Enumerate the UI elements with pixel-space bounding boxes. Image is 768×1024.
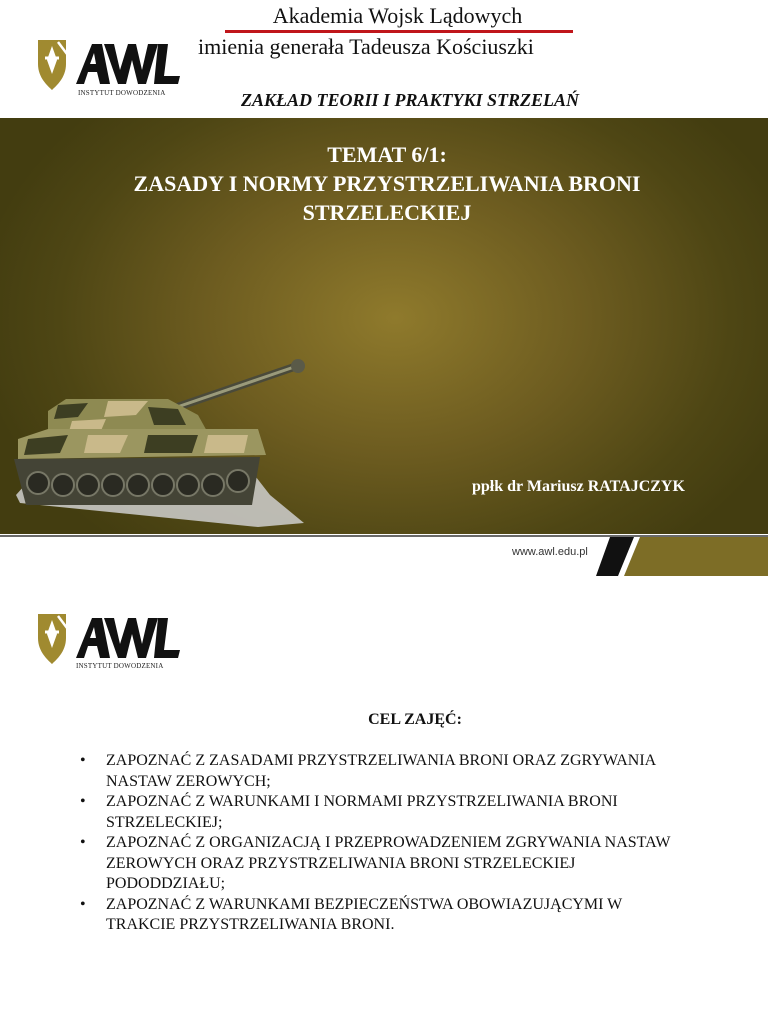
topic-line-3: STRZELECKIEJ <box>302 200 472 225</box>
goal-4-line-1: ZAPOZNAĆ Z WARUNKAMI BEZPIECZEŃSTWA OBOWIAZUJĄCYMI W <box>106 895 623 913</box>
goals-heading: CEL ZAJĘĆ: <box>368 711 462 728</box>
bullet-icon: • <box>80 834 86 851</box>
bullet-icon: • <box>80 752 86 769</box>
logo-caption-2: INSTYTUT DOWODZENIA <box>76 662 164 670</box>
logo-caption: INSTYTUT DOWODZENIA <box>78 89 166 97</box>
bullet-icon: • <box>80 895 86 913</box>
topic-title <box>60 140 714 227</box>
awl-logo-2 <box>36 610 182 670</box>
goal-2-line-2: STRZELECKIEJ; <box>106 813 223 831</box>
list-item <box>80 792 720 833</box>
bullet-icon: • <box>80 793 86 810</box>
red-divider <box>225 30 573 33</box>
academy-title: Akademia Wojsk Lądowych <box>272 3 523 28</box>
academy-subtitle: imienia generała Tadeusza Kościuszki <box>198 34 534 59</box>
goal-4-line-2: TRAKCIE PRZYSTRZELIWANIA BRONI. <box>106 916 395 933</box>
footer-stripe <box>592 537 768 576</box>
list-item <box>80 895 720 936</box>
author-name: ppłk dr Mariusz RATAJCZYK <box>472 478 685 495</box>
topic-line-1: TEMAT 6/1: <box>327 142 447 167</box>
topic-line-2: ZASADY I NORMY PRZYSTRZELIWANIA BRONI <box>133 171 641 196</box>
goal-3-line-3: PODODDZIAŁU; <box>106 875 226 892</box>
department-title: ZAKŁAD TEORII I PRAKTYKI STRZELAŃ <box>240 90 580 110</box>
list-item <box>80 751 720 792</box>
goal-3-line-1: ZAPOZNAĆ Z ORGANIZACJĄ I PRZEPROWADZENIEM ZGRYWANIA NASTAW <box>106 834 671 851</box>
tank-illustration <box>8 355 308 540</box>
list-item <box>80 833 720 895</box>
awl-logo <box>36 36 182 96</box>
goal-3-line-2: ZEROWYCH ORAZ PRZYSTRZELIWANIA BRONI STRZELECKIEJ <box>106 854 576 872</box>
goal-1-line-2: NASTAW ZEROWYCH; <box>106 772 271 790</box>
goal-2-line-1: ZAPOZNAĆ Z WARUNKAMI I NORMAMI PRZYSTRZELIWANIA BRONI <box>106 793 618 810</box>
website-link[interactable]: www.awl.edu.pl <box>512 546 588 558</box>
goal-1-line-1: ZAPOZNAĆ Z ZASADAMI PRZYSTRZELIWANIA BRONI ORAZ ZGRYWANIA <box>106 752 657 769</box>
goals-list <box>80 751 720 936</box>
